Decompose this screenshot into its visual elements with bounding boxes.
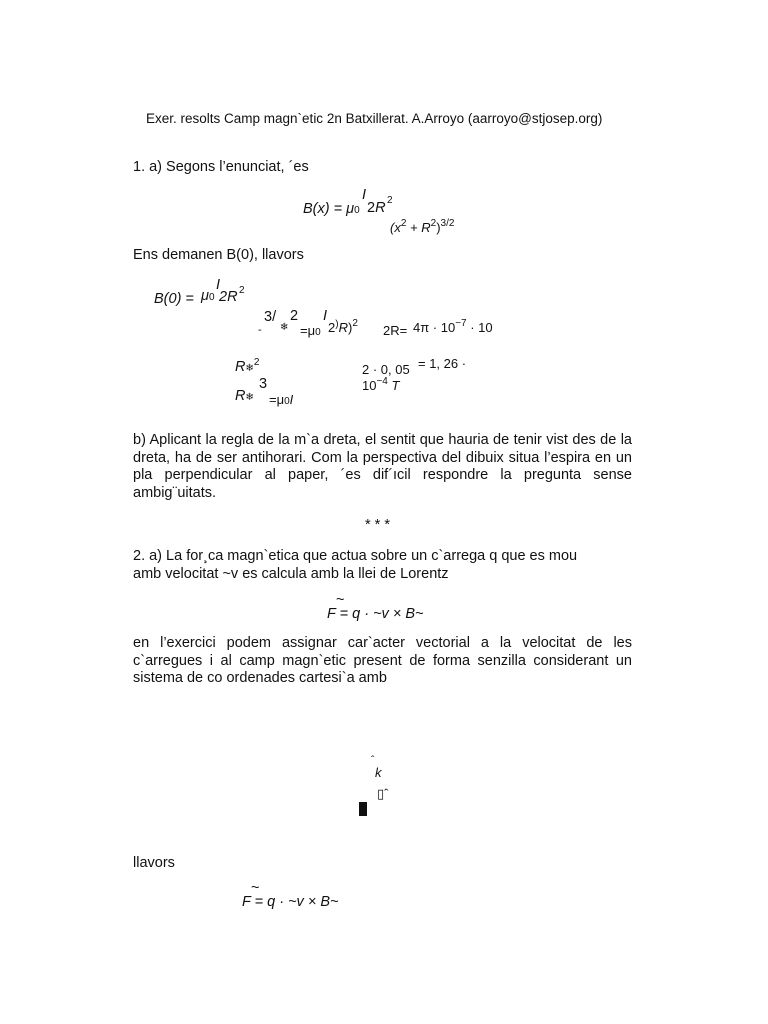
- eq1-mu-sub: 0: [354, 205, 360, 216]
- eq1-den-exp3: 3/2: [440, 218, 455, 229]
- eq2-current: I: [216, 277, 221, 293]
- q2-paragraph: en l’exercici podem assignar car`acter vectorial a la velocitat de les c`arregues i al camp magn`etic present de forma senzilla considerant un sistema de co ordenades cartesi`a amb: [133, 635, 632, 686]
- k-hat-accent: ˆ: [371, 755, 375, 766]
- eq1-exp: 2: [387, 195, 393, 206]
- eq4-eq-mu: =μ: [269, 392, 285, 407]
- eq4-radius: R: [235, 359, 246, 375]
- separator: * * *: [365, 517, 390, 533]
- eq4-sub0: 0: [284, 396, 290, 407]
- q1-intro: 1. a) Segons l’enunciat, ´es: [133, 159, 309, 175]
- eq4-num3: 10: [362, 378, 377, 393]
- eq3-paren: ): [335, 319, 339, 330]
- eq3-radius: R: [338, 320, 348, 335]
- eq2-mu: μ: [201, 288, 209, 304]
- formula2-rest: = q · ~v × B~: [250, 894, 339, 910]
- eq1-den-mid: + R: [406, 220, 431, 235]
- eq4-num1: 2 · 0, 05: [362, 362, 410, 377]
- eq4-current: I: [289, 392, 294, 407]
- eq1-two: 2: [367, 200, 376, 216]
- eq1-mu: μ: [346, 201, 355, 217]
- q1-part-b: b) Aplicant la regla de la m`a dreta, el sentit que hauria de tenir vist des de la dreta, ha de ser antihorari. Com la perspectiva del dibuix situa l’espira en un pla perpendicular al paper, ´es dif´ıcil respondre la pregunta sense ambig¨uitats.: [133, 432, 632, 501]
- eq3-value: 4π · 10: [413, 320, 456, 335]
- q1-ask: Ens demanen B(0), llavors: [133, 247, 304, 263]
- eq2-mu-sub: 0: [208, 292, 215, 303]
- formula2-force: F: [242, 894, 251, 910]
- eq3-eq-mu: =μ: [300, 323, 316, 338]
- eq1-den-exp2: 2: [430, 218, 437, 229]
- eq4-snowflake-icon-2: ❄: [245, 392, 254, 403]
- eq3-exp7: −7: [455, 318, 467, 329]
- eq2-two-r: 2R: [219, 289, 238, 305]
- eq1-den-exp: 2: [400, 218, 407, 229]
- eq4-num3-exp: −4: [376, 376, 388, 387]
- eq1-lhs: B(x) =: [303, 201, 347, 217]
- missing-glyph-icon: ▯ˆ: [377, 786, 389, 801]
- eq4-exp: 2: [253, 357, 260, 368]
- eq3-sub0: 0: [315, 327, 321, 338]
- formula2-tilde: ~: [251, 880, 260, 896]
- black-block-icon: [359, 802, 367, 816]
- formula-rest: = q · ~v × B~: [335, 606, 424, 622]
- eq4-radius2: R: [235, 388, 246, 404]
- eq3-dash: -: [258, 324, 262, 336]
- eq3-three-slash: 3/: [264, 309, 277, 325]
- eq2-lhs: B(0) =: [154, 291, 194, 307]
- eq2-exp: 2: [239, 285, 245, 296]
- k-unit-vector: k: [375, 765, 382, 780]
- formula-force: F: [327, 606, 336, 622]
- eq4-num2: = 1, 26 ·: [418, 356, 467, 371]
- eq1-den-close: ): [436, 220, 441, 235]
- eq4-unit: T: [387, 378, 400, 393]
- eq3-paren-close: ): [347, 320, 353, 335]
- q2-then: llavors: [133, 855, 175, 871]
- eq1-radius: R: [375, 200, 386, 216]
- page-header: Exer. resolts Camp magn`etic 2n Batxillerat. A.Arroyo (aarroyo@stjosep.org): [146, 111, 603, 126]
- eq3-snowflake-icon: ❄: [280, 322, 289, 333]
- eq3-two: 2: [290, 308, 299, 324]
- eq3-two-r: 2R=: [383, 323, 408, 338]
- q2-intro-line2: amb velocitat ~v es calcula amb la llei de Lorentz: [133, 566, 449, 582]
- eq3-current: I: [323, 308, 328, 324]
- eq1-den: (x: [390, 220, 401, 235]
- eq4-three: 3: [259, 376, 268, 392]
- eq3-exp: 2: [352, 318, 358, 329]
- eq3-value2: · 10: [466, 320, 493, 335]
- q2-intro-line1: 2. a) La for¸ca magn`etica que actua sobre un c`arrega q que es mou: [133, 548, 578, 564]
- formula-tilde: ~: [336, 592, 345, 608]
- eq4-snowflake-icon: ❄: [245, 363, 254, 374]
- eq1-current: I: [362, 187, 367, 203]
